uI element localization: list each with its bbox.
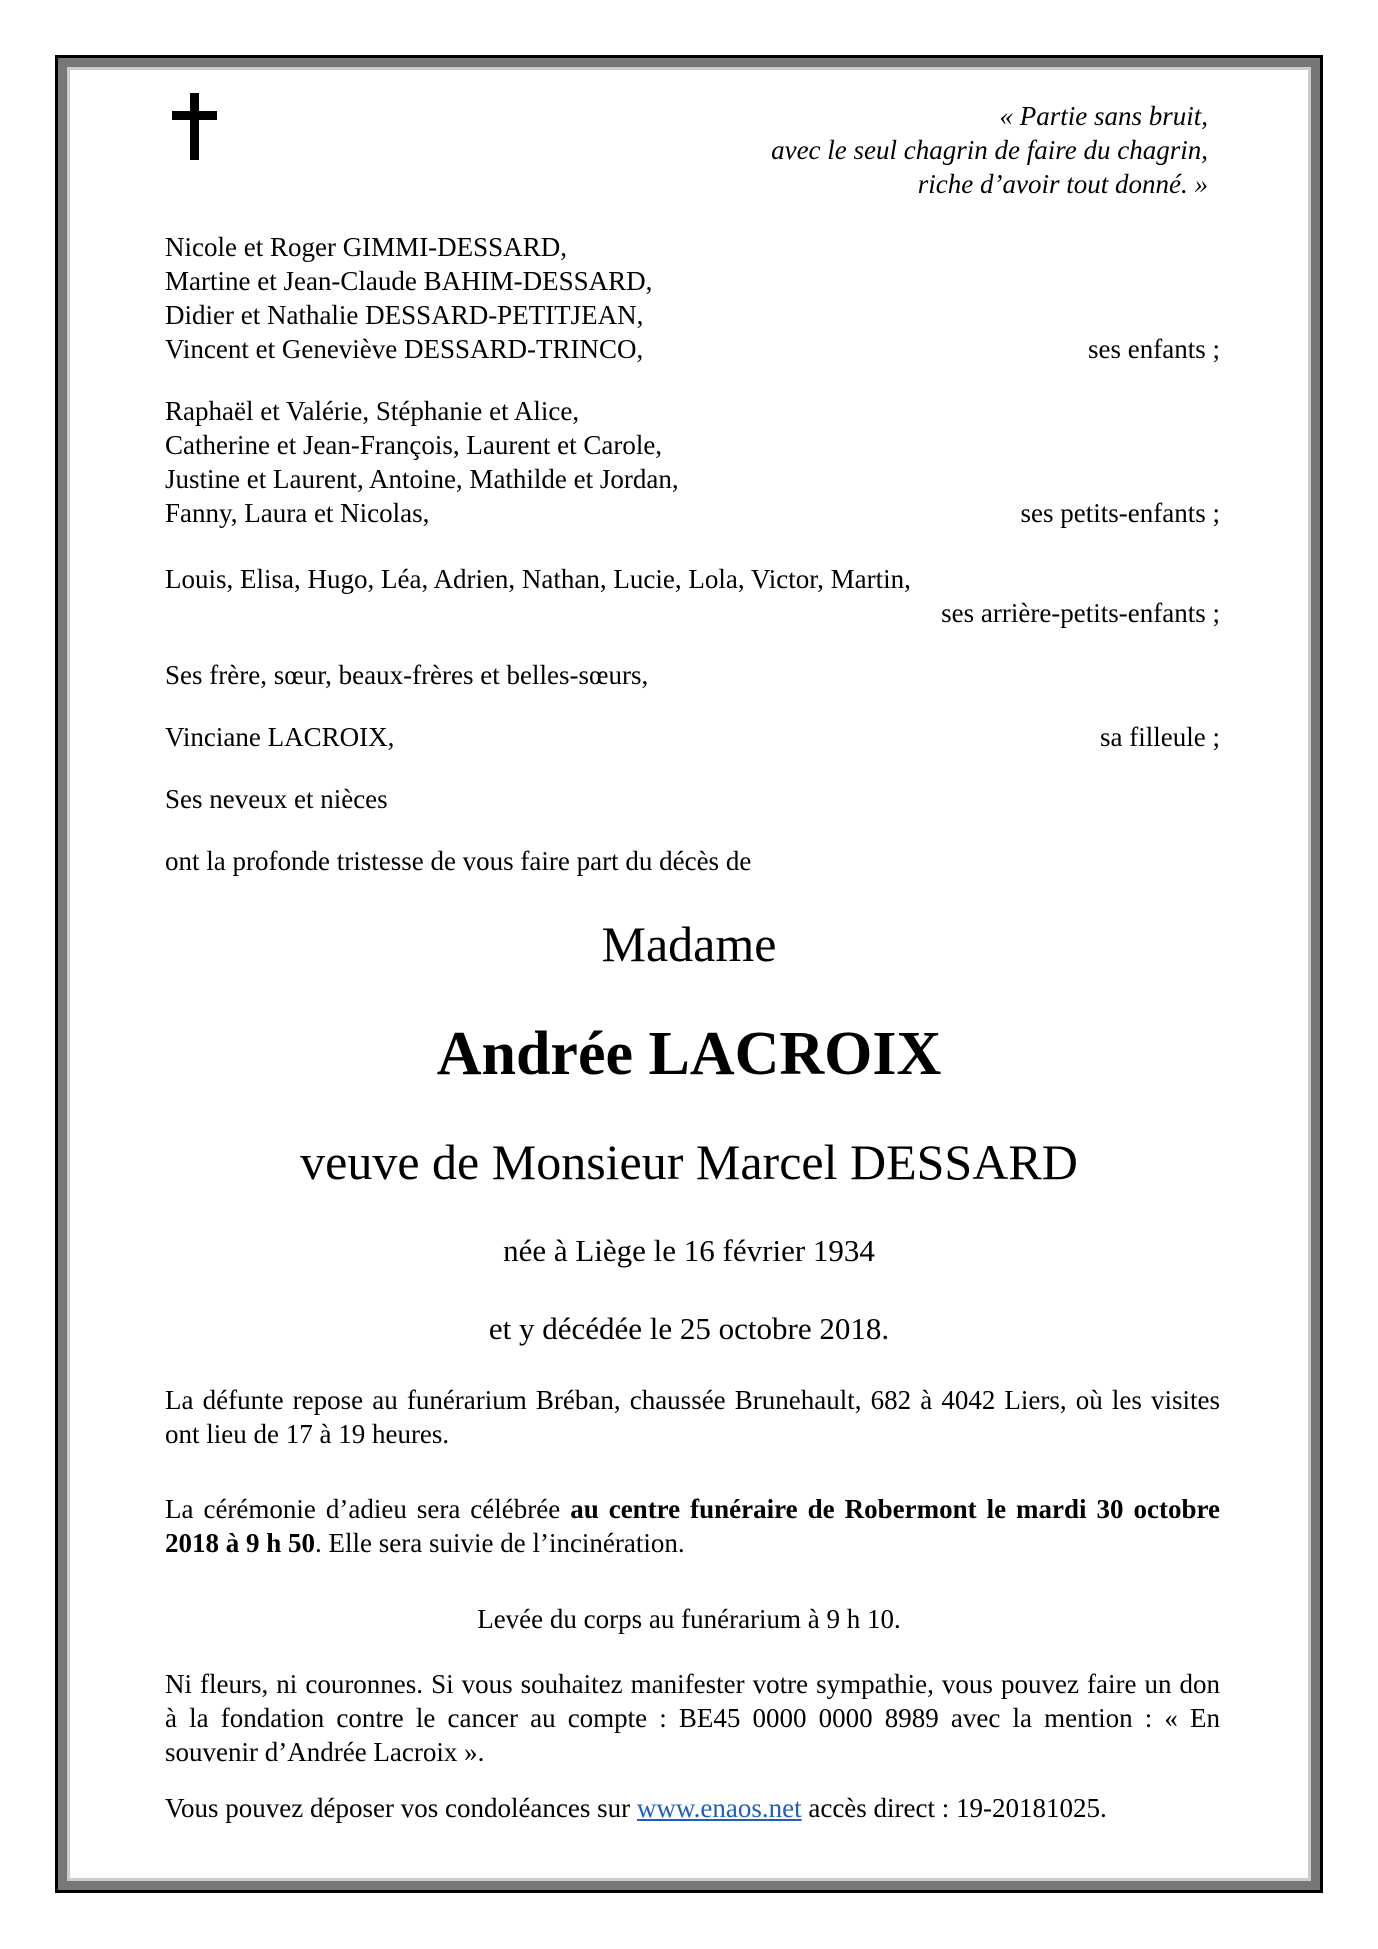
grandchild-name: Raphaël et Valérie, Stéphanie et Alice, [165, 396, 580, 426]
grandchild-name: Justine et Laurent, Antoine, Mathilde et Jordan, [165, 464, 679, 494]
ceremony-suffix: . Elle sera suivie de l’incinération. [315, 1528, 685, 1558]
child-name: Didier et Nathalie DESSARD-PETITJEAN, [165, 300, 644, 330]
siblings-line: Ses frère, sœur, beaux-frères et belles-sœurs, [165, 660, 649, 690]
child-name: Martine et Jean-Claude BAHIM-DESSARD, [165, 266, 653, 296]
visitation-paragraph: La défunte repose au funérarium Bréban, chaussée Brunehault, 682 à 4042 Liers, où les visites ont lieu de 17 à 19 heures. [165, 1385, 1220, 1449]
nephews-line: Ses neveux et nièces [165, 784, 388, 814]
deceased-death: et y décédée le 25 octobre 2018. [488, 1311, 890, 1346]
great-grandchildren-relation: ses arrière-petits-enfants ; [941, 598, 1220, 628]
deceased-widow-of: veuve de Monsieur Marcel DESSARD [300, 1134, 1078, 1190]
great-grandchildren-names: Louis, Elisa, Hugo, Léa, Adrien, Nathan, Lucie, Lola, Victor, Martin, [165, 564, 911, 594]
epigraph-line: riche d’avoir tout donné. » [917, 169, 1208, 199]
condolences-line [165, 1791, 1107, 1825]
goddaughter-relation: sa filleule ; [1100, 722, 1220, 752]
grandchild-name: Fanny, Laura et Nicolas, [165, 498, 430, 528]
ceremony-location-time: au centre funéraire de Robermont le mardi 30 octobre 2018 à 9 h 50 [165, 1494, 1221, 1558]
epigraph-line: « Partie sans bruit, [999, 101, 1208, 131]
deceased-title: Madame [601, 916, 777, 972]
grandchildren-relation: ses petits-enfants ; [1020, 498, 1220, 528]
ceremony-paragraph [165, 1492, 1220, 1560]
donation-paragraph: Ni fleurs, ni couronnes. Si vous souhaitez manifester votre sympathie, vous pouvez faire un don à la fondation contre le cancer au compte : BE45 0000 0000 8989 avec la mention : « En souvenir d’Andrée Lacroix ». [165, 1669, 1220, 1767]
epigraph-line: avec le seul chagrin de faire du chagrin, [771, 135, 1208, 165]
ceremony-prefix: La cérémonie d’adieu sera célébrée [165, 1494, 571, 1524]
children-relation: ses enfants ; [1088, 334, 1220, 364]
child-name: Nicole et Roger GIMMI-DESSARD, [165, 232, 567, 262]
child-name: Vincent et Geneviève DESSARD-TRINCO, [165, 334, 644, 364]
levee-line: Levée du corps au funérarium à 9 h 10. [477, 1604, 901, 1634]
deceased-name: Andrée LACROIX [436, 1020, 942, 1088]
grandchild-name: Catherine et Jean-François, Laurent et Carole, [165, 430, 663, 460]
condolences-suffix: accès direct : 19-20181025. [801, 1793, 1107, 1823]
cross-icon [172, 93, 217, 160]
goddaughter-name: Vinciane LACROIX, [165, 722, 395, 752]
announcement-line: ont la profonde tristesse de vous faire part du décès de [165, 846, 752, 876]
deceased-birth: née à Liège le 16 février 1934 [503, 1233, 875, 1268]
enaos-link[interactable]: www.enaos.net [636, 1793, 802, 1823]
condolences-prefix: Vous pouvez déposer vos condoléances sur [165, 1793, 637, 1823]
